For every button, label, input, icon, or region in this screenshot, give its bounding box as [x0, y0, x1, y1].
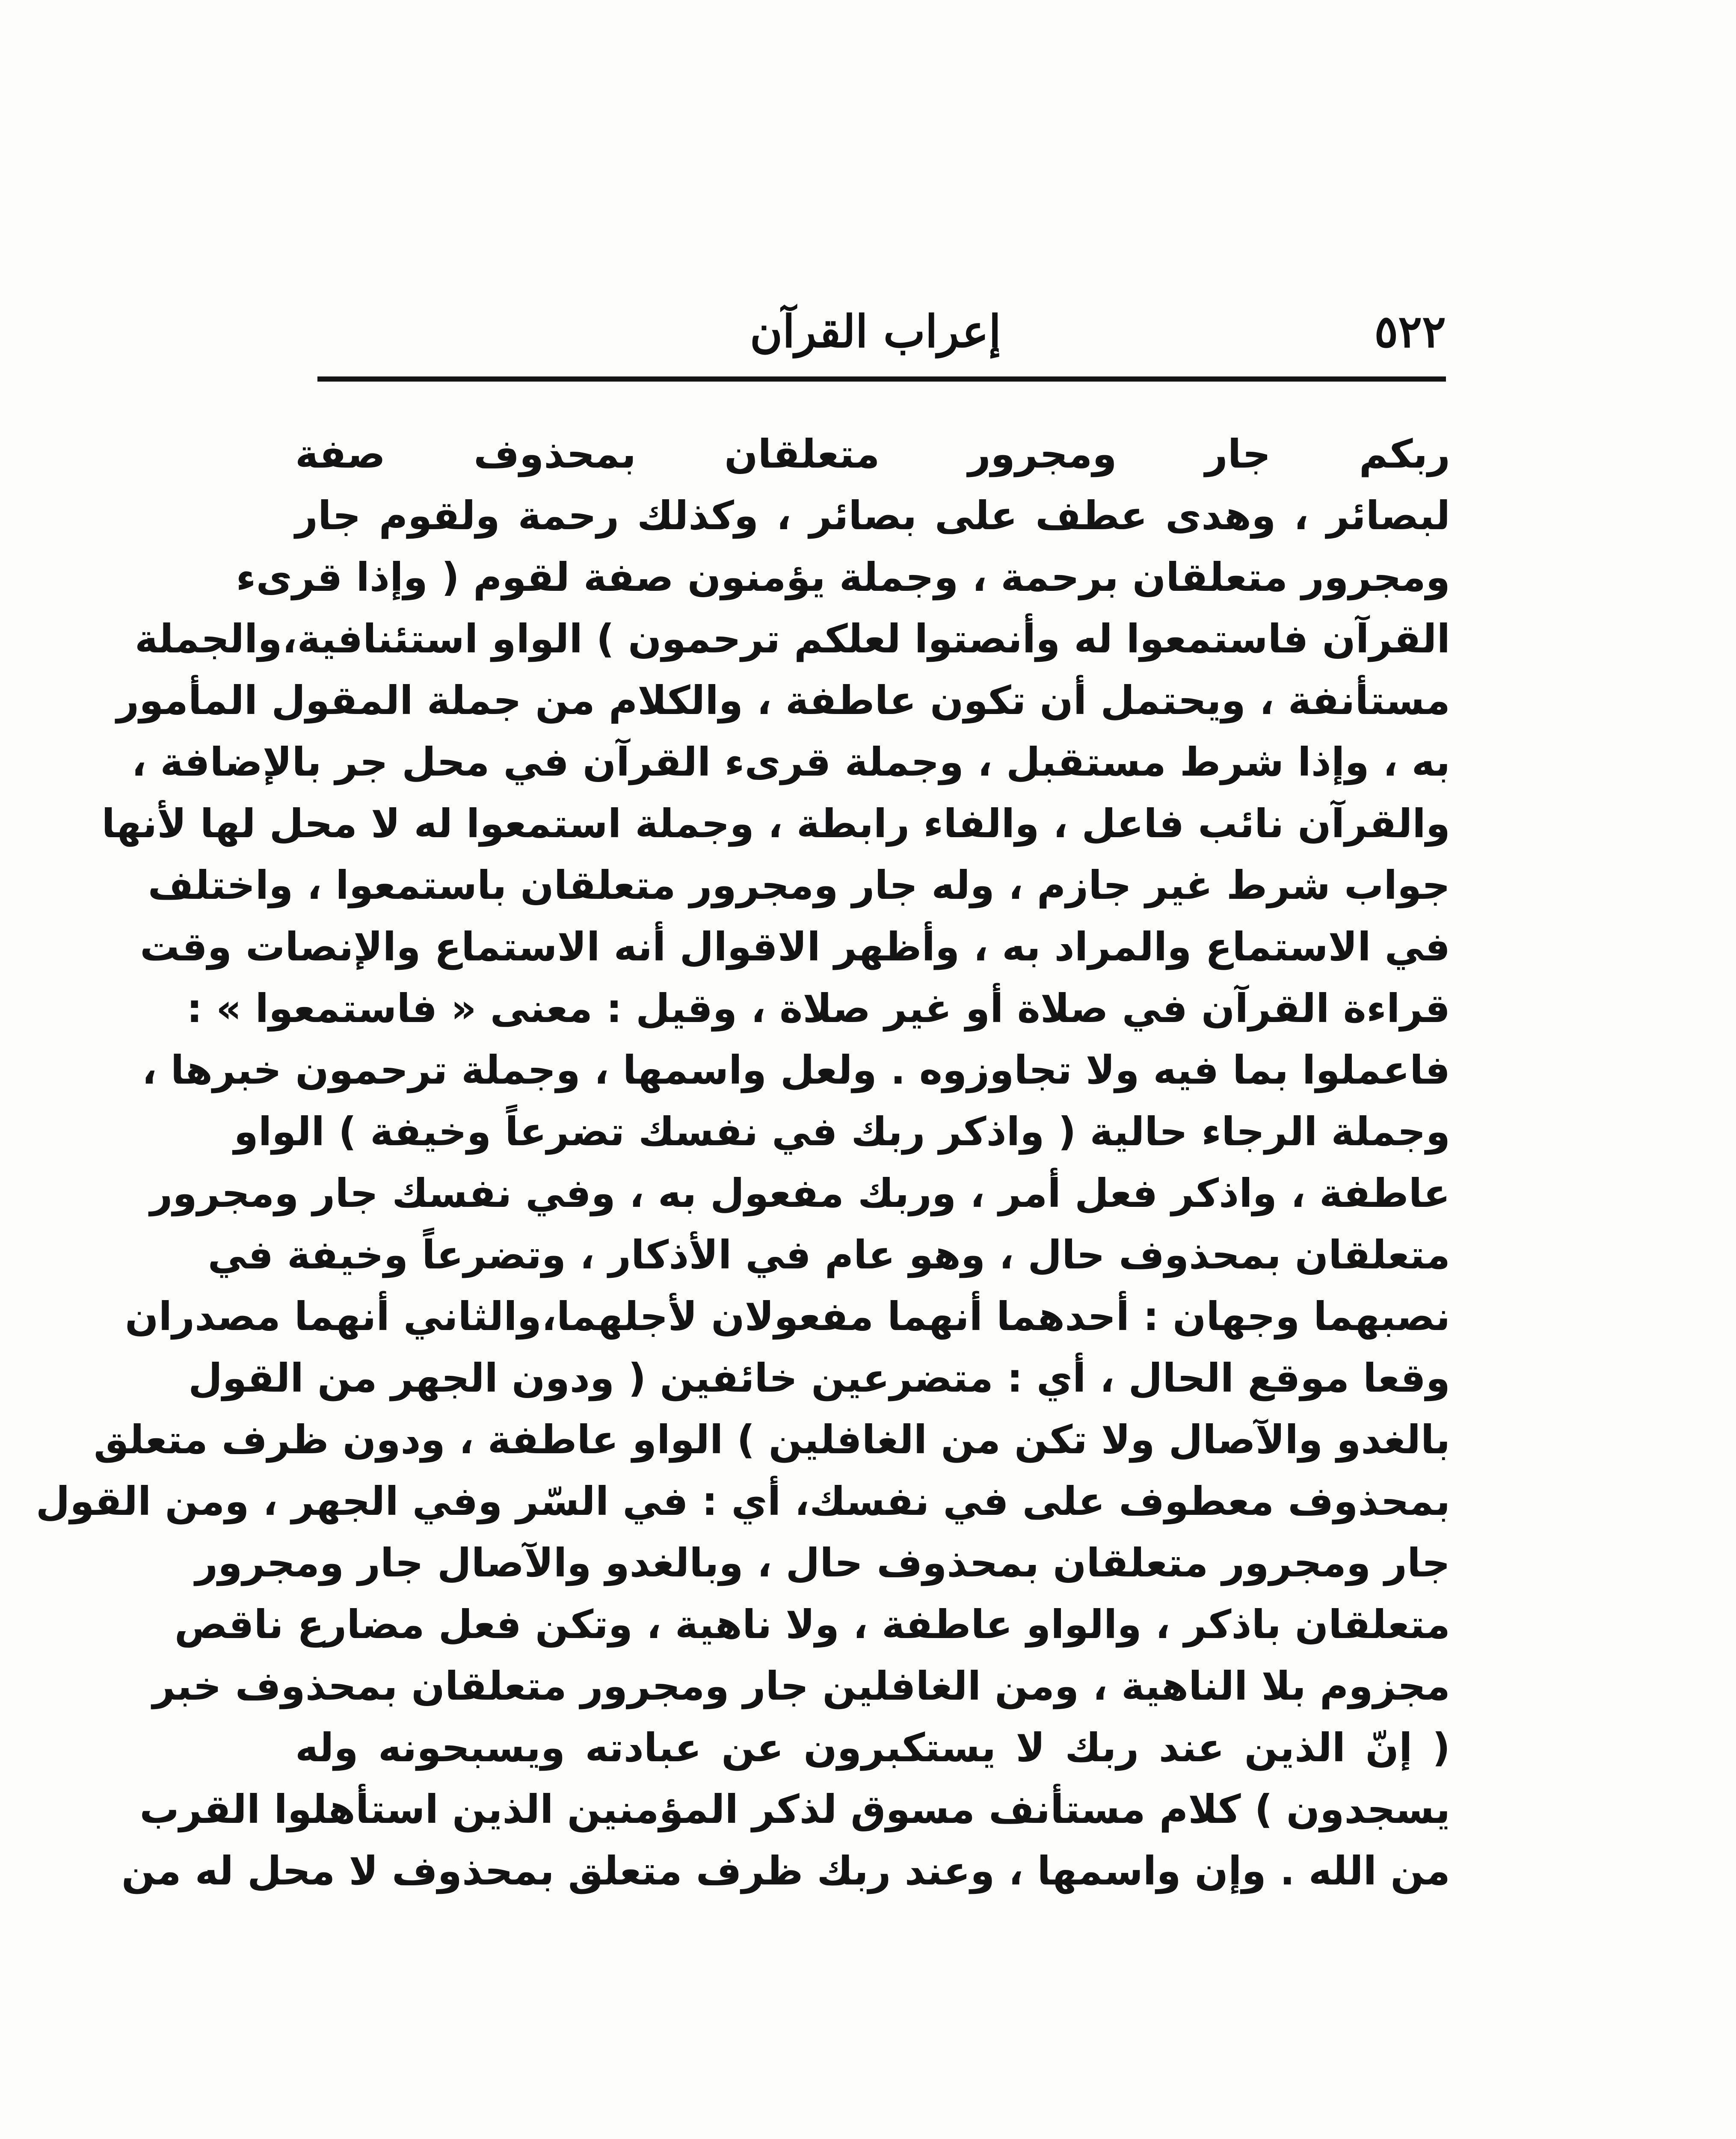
text-line: جار ومجرور متعلقان بمحذوف حال ، وبالغدو والآصال جار ومجرور	[195, 1540, 1450, 1586]
text-line: ( إنّ الذين عند ربك لا يستكبرون عن عبادته ويسبحونه وله	[295, 1725, 1450, 1771]
text-line: مستأنفة ، ويحتمل أن تكون عاطفة ، والكلام من جملة المقول المأمور	[116, 678, 1450, 723]
text-line: ربكم جار ومجرور متعلقان بمحذوف صفة	[295, 431, 1450, 477]
text-line: متعلقان بمحذوف حال ، وهو عام في الأذكار ، وتضرعاً وخيفة في	[207, 1232, 1450, 1278]
book-title: إعراب القرآن	[750, 305, 1001, 358]
text-line: من الله . وإن واسمها ، وعند ربك ظرف متعلق بمحذوف لا محل له من	[121, 1848, 1450, 1894]
text-line: وجملة الرجاء حالية ( واذكر ربك في نفسك تضرعاً وخيفة ) الواو	[234, 1109, 1450, 1155]
text-line: لبصائر ، وهدى عطف على بصائر ، وكذلك رحمة ولقوم جار	[295, 493, 1450, 539]
text-line: وقعا موقع الحال ، أي : متضرعين خائفين ( ودون الجهر من القول	[188, 1355, 1450, 1401]
running-head	[317, 295, 1446, 372]
text-line: والقرآن نائب فاعل ، والفاء رابطة ، وجملة استمعوا له لا محل لها لأنها	[101, 801, 1450, 847]
page-number: ٥٢٢	[1374, 305, 1446, 358]
text-line: جواب شرط غير جازم ، وله جار ومجرور متعلقان باستمعوا ، واختلف	[148, 862, 1450, 908]
text-line: فاعملوا بما فيه ولا تجاوزوه . ولعل واسمها ، وجملة ترحمون خبرها ،	[142, 1047, 1450, 1093]
text-line: بالغدو والآصال ولا تكن من الغافلين ) الواو عاطفة ، ودون ظرف متعلق	[93, 1417, 1450, 1463]
text-line: متعلقان باذكر ، والواو عاطفة ، ولا ناهية ، وتكن فعل مضارع ناقص	[174, 1602, 1450, 1647]
text-line: نصبهما وجهان : أحدهما أنهما مفعولان لأجلهما،والثاني أنهما مصدران	[125, 1294, 1450, 1339]
text-line: القرآن فاستمعوا له وأنصتوا لعلكم ترحمون ) الواو استئنافية،والجملة	[135, 616, 1450, 662]
text-line: قراءة القرآن في صلاة أو غير صلاة ، وقيل : معنى « فاستمعوا » :	[187, 986, 1450, 1031]
text-line: ومجرور متعلقان برحمة ، وجملة يؤمنون صفة لقوم ( وإذا قرىء	[236, 554, 1450, 600]
header-divider	[317, 376, 1446, 382]
text-line: في الاستماع والمراد به ، وأظهر الاقوال أنه الاستماع والإنصات وقت	[140, 924, 1450, 970]
text-line: يسجدون ) كلام مستأنف مسوق لذكر المؤمنين الذين استأهلوا القرب	[139, 1786, 1450, 1832]
text-line: عاطفة ، واذكر فعل أمر ، وربك مفعول به ، وفي نفسك جار ومجرور	[150, 1170, 1450, 1216]
text-line: به ، وإذا شرط مستقبل ، وجملة قرىء القرآن في محل جر بالإضافة ،	[131, 739, 1450, 785]
text-line: بمحذوف معطوف على في نفسك، أي : في السّر وفي الجهر ، ومن القول	[36, 1478, 1450, 1524]
body-text	[36, 424, 1450, 1902]
text-line: مجزوم بلا الناهية ، ومن الغافلين جار ومجرور متعلقان بمحذوف خبر	[152, 1663, 1450, 1709]
